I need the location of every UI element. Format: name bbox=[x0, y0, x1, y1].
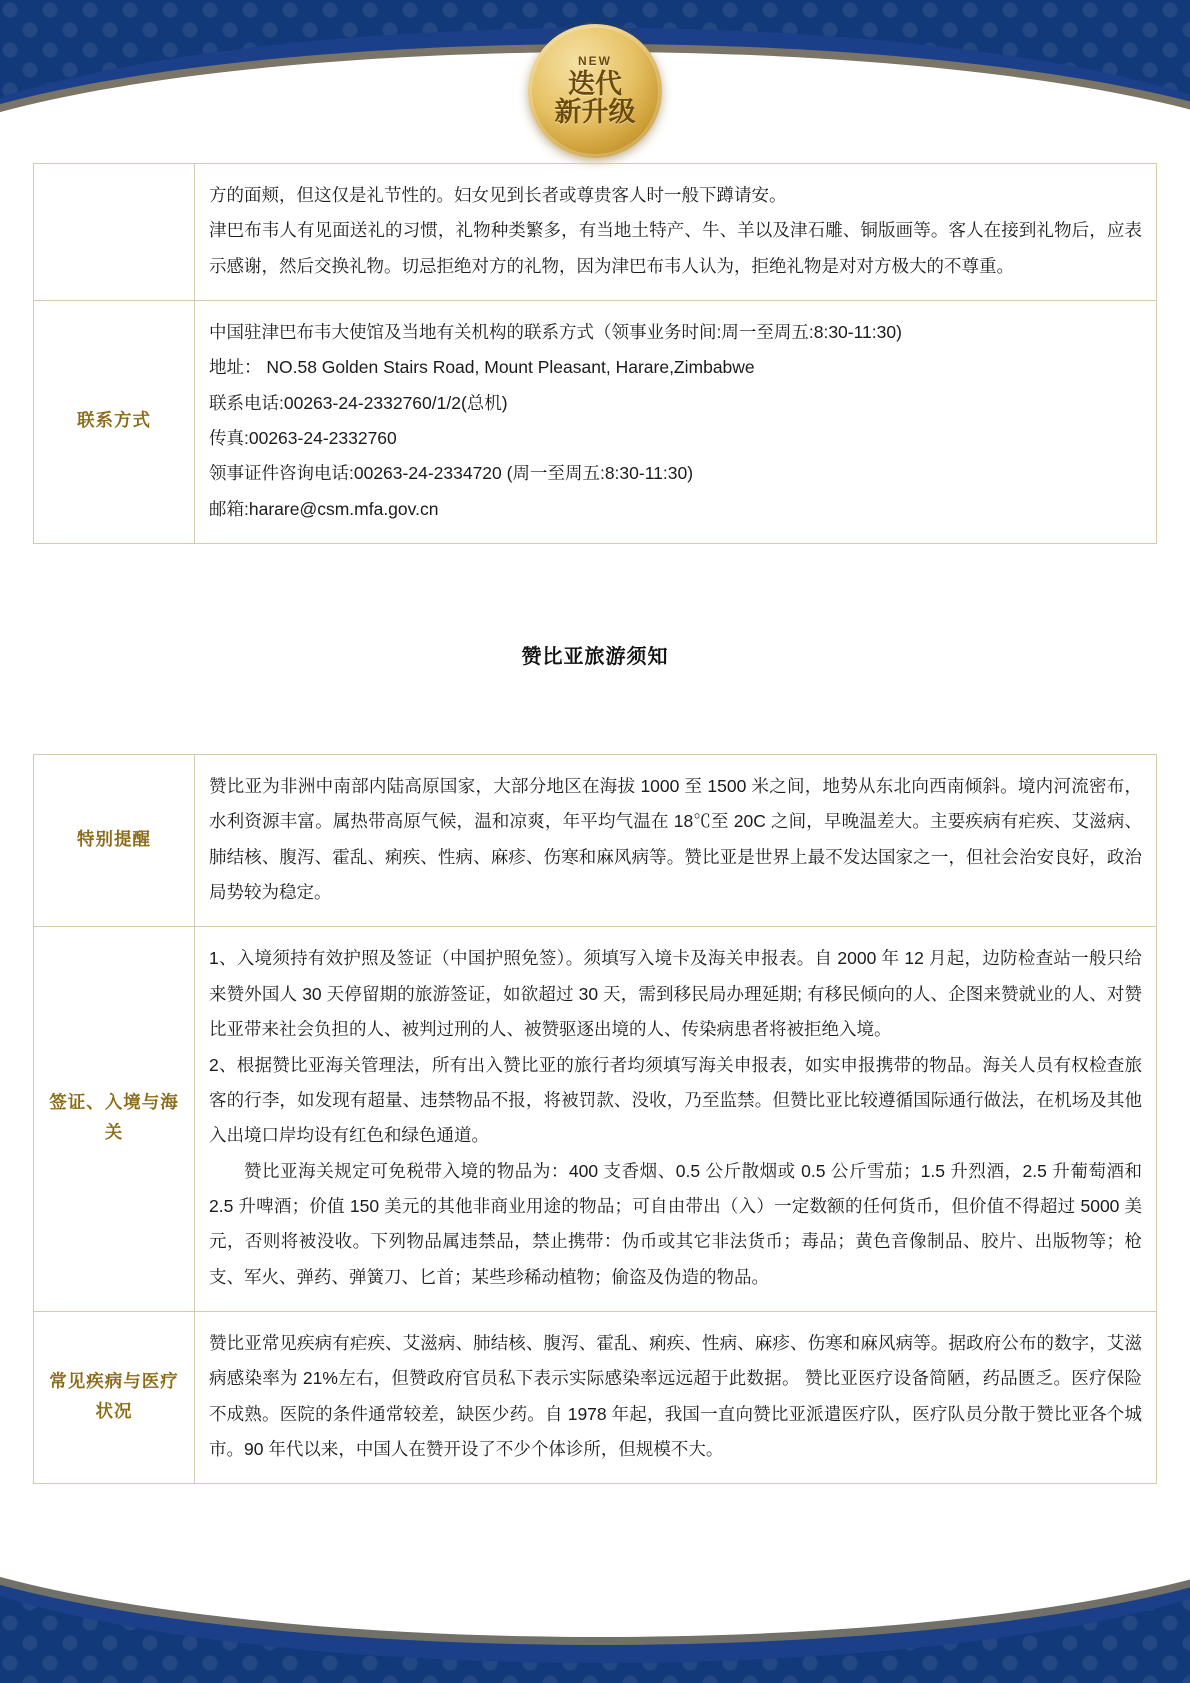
paragraph: 联系电话:00263-24-2332760/1/2(总机) bbox=[209, 392, 508, 413]
paragraph: 赞比亚常见疾病有疟疾、艾滋病、肺结核、腹泻、霍乱、痢疾、性病、麻疹、伤寒和麻风病等。据政府公布的数字，艾滋病感染率为 21%左右，但赞政府官员私下表示实际感染率远远超于此数据。 赞比亚医疗设备简陋，药品匮乏。医疗保险不成熟。医院的条件通常较差，缺医少药。自 1978 年起，我国一直向赞比亚派遣医疗队，医疗队员分散于赞比亚各个城市。90 年代以来，中国人在赞开设了不少个体诊所，但规模不大。 bbox=[209, 1332, 1142, 1459]
row-label bbox=[34, 164, 195, 301]
zambia-info-table bbox=[33, 754, 1157, 1484]
paragraph: 传真:00263-24-2332760 bbox=[209, 428, 397, 449]
table-row bbox=[34, 755, 1157, 927]
badge-line2: 新升级 bbox=[554, 97, 636, 128]
paragraph: 中国驻津巴布韦大使馆及当地有关机构的联系方式（领事业务时间:周一至周五:8:30-11:30) bbox=[209, 322, 902, 343]
row-label-visa-customs: 签证、入境与海关 bbox=[34, 927, 195, 1311]
row-body bbox=[195, 927, 1157, 1311]
paragraph: 赞比亚为非洲中南部内陆高原国家，大部分地区在海拔 1000 至 1500 米之间，地势从东北向西南倾斜。境内河流密布，水利资源丰富。属热带高原气候，温和凉爽，年平均气温在 18℃至 20C 之间，早晚温差大。主要疾病有疟疾、艾滋病、肺结核、腹泻、霍乱、痢疾、性病、麻疹、伤寒和麻风病等。赞比亚是世界上最不发达国家之一，但社会治安良好，政治局势较为稳定。 bbox=[209, 776, 1142, 903]
row-body bbox=[195, 164, 1157, 301]
row-body bbox=[195, 1311, 1157, 1483]
table-row bbox=[34, 301, 1157, 544]
paragraph: 2、根据赞比亚海关管理法，所有出入赞比亚的旅行者均须填写海关申报表，如实申报携带的物品。海关人员有权检查旅客的行李，如发现有超量、违禁物品不报，将被罚款、没收，乃至监禁。但赞比亚比较遵循国际通行做法，在机场及其他入出境口岸均设有红色和绿色通道。 bbox=[209, 1054, 1142, 1146]
table-row bbox=[34, 1311, 1157, 1483]
row-label: 联系方式 bbox=[34, 301, 195, 544]
table-row bbox=[34, 164, 1157, 301]
paragraph: 地址： NO.58 Golden Stairs Road, Mount Pleasant, Harare,Zimbabwe bbox=[209, 357, 755, 378]
row-label-special-notice: 特别提醒 bbox=[34, 755, 195, 927]
page-footer-decoration bbox=[0, 1533, 1190, 1683]
paragraph: 领事证件咨询电话:00263-24-2334720 (周一至周五:8:30-11:30) bbox=[209, 463, 694, 484]
paragraph: 1、入境须持有效护照及签证（中国护照免签）。须填写入境卡及海关申报表。自 2000 年 12 月起，边防检查站一般只给来赞外国人 30 天停留期的旅游签证，如欲超过 30 天，需到移民局办理延期; 有移民倾向的人、企图来赞就业的人、对赞比亚带来社会负担的人、被判过刑的人、被赞驱逐出境的人、传染病患者将被拒绝入境。 bbox=[209, 948, 1142, 1040]
badge-line1: 迭代 bbox=[568, 68, 622, 99]
page-title: 赞比亚旅游须知 bbox=[521, 646, 669, 669]
row-label-diseases-medical: 常见疾病与医疗状况 bbox=[34, 1311, 195, 1483]
zimbabwe-info-table bbox=[33, 163, 1157, 544]
paragraph: 津巴布韦人有见面送礼的习惯，礼物种类繁多，有当地土特产、牛、羊以及津石雕、铜版画等。客人在接到礼物后，应表示感谢，然后交换礼物。切忌拒绝对方的礼物，因为津巴布韦人认为，拒绝礼物是对对方极大的不尊重。 bbox=[209, 220, 1142, 276]
paragraph: 赞比亚海关规定可免税带入境的物品为：400 支香烟、0.5 公斤散烟或 0.5 公斤雪茄；1.5 升烈酒，2.5 升葡萄酒和 2.5 升啤酒；价值 150 美元的其他非商业用途的物品；可自由带出（入）一定数额的任何货币，但价值不得超过 5000 美元，否则将被没收。下列物品属违禁品，禁止携带：伪币或其它非法货币；毒品；黄色音像制品、胶片、出版物等；枪支、军火、弹药、弹簧刀、匕首；某些珍稀动植物；偷盗及伪造的物品。 bbox=[209, 1160, 1142, 1287]
row-body bbox=[195, 301, 1157, 544]
paragraph: 邮箱:harare@csm.mfa.gov.cn bbox=[209, 498, 439, 519]
table-row bbox=[34, 927, 1157, 1311]
paragraph: 方的面颊，但这仅是礼节性的。妇女见到长者或尊贵客人时一般下蹲请安。 bbox=[209, 185, 787, 205]
badge-new-label: NEW bbox=[578, 53, 612, 68]
row-body bbox=[195, 755, 1157, 927]
